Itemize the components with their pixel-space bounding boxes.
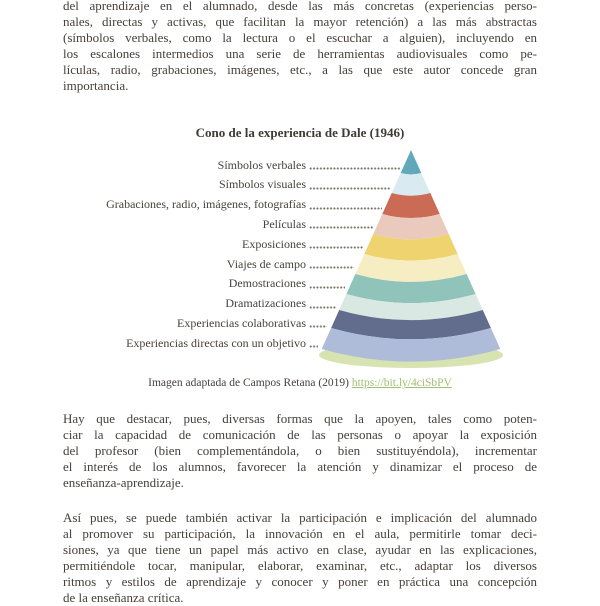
text-line: al promover su participación, la innovación en el aula, permitirle tomar deci-	[63, 526, 537, 541]
cone-level-label: Experiencias colaborativas	[177, 315, 306, 330]
cone-level-row	[63, 274, 345, 294]
cone-band-4	[364, 234, 457, 261]
cone-band-6	[346, 274, 475, 303]
dotted-leader	[309, 286, 345, 289]
text-line: Hay que destacar, pues, diversas formas que la apoyen, tales como poten-	[63, 411, 537, 426]
dotted-leader	[309, 306, 336, 309]
cone-level-row	[63, 155, 400, 175]
paragraph-participation	[63, 510, 537, 606]
cone-level-row	[63, 195, 382, 215]
cone-band-2	[382, 193, 439, 218]
dotted-leader	[309, 167, 400, 170]
cone-level-row	[63, 254, 354, 274]
cone-level-label: Grabaciones, radio, imágenes, fotografías	[106, 197, 306, 212]
figure-caption	[63, 375, 537, 391]
text-line: (símbolos verbales, como la lectura o el escuchar a alguien), incluyendo en	[63, 30, 537, 45]
caption-link[interactable]: https://bit.ly/4ciSbPV	[351, 377, 452, 389]
cone-band-3	[373, 214, 448, 239]
text-line: nales, directas y activas, que facilitan la mayor retención) a las más abstractas	[63, 14, 537, 29]
cone-level-label: Experiencias directas con un objetivo	[126, 335, 306, 350]
cone-level-label: Dramatizaciones	[225, 296, 306, 311]
cone-level-row	[63, 294, 336, 314]
text-line: siones, ya que tiene un papel más activo en clase, ayudar en las explicaciones,	[63, 542, 537, 557]
cone-level-row	[63, 214, 373, 234]
cone-band-0	[401, 150, 422, 174]
cone-level-label: Exposiciones	[242, 236, 306, 251]
text-line: de la enseñanza crítica.	[63, 590, 184, 605]
dotted-leader	[309, 187, 391, 190]
text-line: los escalones intermedios una serie de herramientas audiovisuales como pe-	[63, 46, 537, 61]
paragraph-support	[63, 411, 537, 491]
text-line: permitiéndole tocar, manipular, elaborar, examinar, etc., adaptar los diversos	[63, 558, 537, 573]
dotted-leader	[309, 226, 373, 229]
cone-band-7	[339, 294, 483, 320]
cone-level-label: Símbolos visuales	[218, 177, 306, 192]
cone-band-8	[331, 310, 491, 339]
dotted-leader	[309, 345, 318, 348]
cone-band-1	[392, 173, 431, 196]
cone-level-label: Símbolos verbales	[217, 157, 306, 172]
text-line: lículas, radio, grabaciones, imágenes, etc., a las que este autor concede gran	[63, 62, 537, 77]
dotted-leader	[309, 246, 363, 249]
text-line: del profesor (bien complementándola, o bien sustituyéndola), incrementar	[63, 443, 537, 458]
text-line: ritmos y estilos de aprendizaje y conocer y poner en práctica una concepción	[63, 574, 537, 589]
cone-level-row	[63, 234, 363, 254]
cone-level-label: Películas	[262, 216, 306, 231]
cone-base-ellipse	[319, 342, 503, 368]
text-line: ciar la capacidad de comunicación de las personas o apoyar la exposición	[63, 427, 537, 442]
text-line: importancia.	[63, 78, 129, 93]
cone-band-5	[355, 254, 466, 282]
text-line: enseñanza-aprendizaje.	[63, 475, 184, 490]
cone-level-row	[63, 175, 391, 195]
figure-title: Cono de la experiencia de Dale (1946)	[195, 125, 405, 140]
caption-text: Imagen adaptada de Campos Retana (2019)	[148, 377, 352, 389]
dotted-leader	[309, 266, 354, 269]
text-line: Así pues, se puede también activar la participación e implicación del alumnado	[63, 510, 537, 525]
cone-level-row	[63, 313, 327, 333]
cone-band-9	[322, 328, 501, 362]
cone-level-label: Demostraciones	[228, 276, 306, 291]
dotted-leader	[309, 325, 327, 328]
text-line: el interés de los alumnos, favorecer la atención y dinamizar el proceso de	[63, 459, 537, 474]
text-line: del aprendizaje en el alumnado, desde las más concretas (experiencias perso-	[63, 0, 537, 13]
cone-level-label: Viajes de campo	[226, 256, 306, 271]
dotted-leader	[309, 207, 382, 210]
paragraph-intro	[63, 0, 537, 94]
cone-level-row	[63, 333, 318, 353]
